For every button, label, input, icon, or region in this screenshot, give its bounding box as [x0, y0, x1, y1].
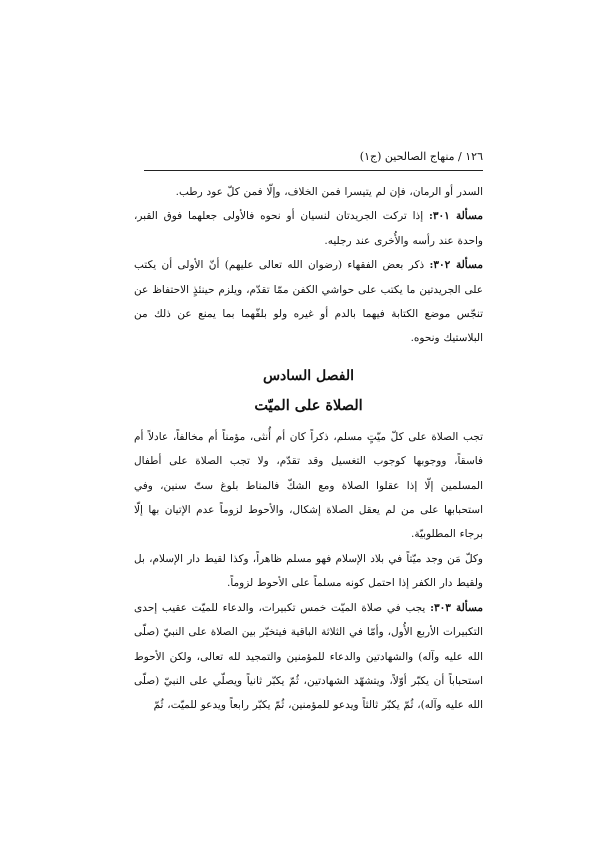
- issue-label: مسألة ٣٠١:: [429, 210, 483, 223]
- chapter-title: الصلاة على الميّت: [254, 396, 363, 414]
- issue-301: [134, 204, 483, 253]
- paragraph-text: وكلّ مَن وجد ميّتاً في بلاد الإسلام فهو مسلم ظاهراً، وكذا لقيط دار الإسلام، بل ولقيط دار الكفر إذا احتمل كونه مسلماً على الأحوط لزوماً.: [134, 552, 483, 590]
- paragraph-text: تجب الصلاة على كلّ ميّتٍ مسلم، ذكراً كان أم أُنثى، مؤمناً أم مخالفاً، عادلاً أم فاسقاً، ووجوبها كوجوب التغسيل وقد تقدّم، ولا تجب الصلاة على أطفال المسلمين إلّا إذا عقلوا الصلاة ومع الشكّ فالمناط بلوغ ستّ سنين، وفي استحبابها على من لم يعقل الصلاة إشكال، والأحوط لزوماً عدم الإتيان بها إلّا برجاء المطلوبيّة.: [134, 430, 483, 541]
- paragraph-continuation: [134, 180, 483, 204]
- paragraph-intro: [134, 425, 483, 547]
- paragraph-found-deceased: [134, 547, 483, 596]
- paragraph-text: السدر أو الرمان، فإن لم يتيسرا فمن الخلاف، وإلّا فمن كلّ عود رطب.: [175, 186, 483, 198]
- issue-label: مسألة ٣٠٢:: [429, 259, 483, 272]
- page-body: [134, 180, 483, 718]
- issue-302: [134, 253, 483, 351]
- page-header: [144, 150, 483, 172]
- paragraph-text: يجب في صلاة الميّت خمس تكبيرات، والدعاء للميّت عقيب إحدى التكبيرات الأربع الأُول، وأمّا في الثلاثة الباقية فيتخيّر بين الصلاة على النبيّ (صلّى الله عليه وآله) والشهادتين والدعاء للمؤمنين والتمجيد لله تعالى، ولكن الأحوط استحباباً أن يكبّر أوّلاً، ويتشهّد الشهادتين، ثُمّ يكبّر ثانياً ويصلّي على النبيّ (صلّى الله عليه وآله)، ثُمّ يكبّر ثالثاً ويدعو للمؤمنين، ثُمّ يكبّر رابعاً ويدعو للميّت، ثُمّ: [134, 601, 483, 712]
- chapter-heading: الفصل السادس: [262, 367, 355, 384]
- running-title: ١٢٦ / منهاج الصالحين (ج١): [359, 150, 483, 163]
- issue-label: مسألة ٣٠٣:: [430, 601, 483, 614]
- paragraph-text: إذا تركت الجريدتان لنسيان أو نحوه فالأولى جعلهما فوق القبر، واحدة عند رأسه والأُخرى عند رجليه.: [134, 210, 483, 247]
- issue-303: [134, 596, 483, 718]
- paragraph-text: ذكر بعض الفقهاء (رضوان الله تعالى عليهم) أنّ الأولى أن يكتب على الجريدتين ما يكتب على حواشي الكفن ممّا تقدّم، ويلزم حينئذٍ الاحتفاظ عن تنجّس موضع الكتابة فيهما بالدم أو غيره ولو بلفّهما بما يمنع عن ذلك من البلاستيك ونحوه.: [134, 259, 483, 345]
- header-divider: [144, 170, 483, 171]
